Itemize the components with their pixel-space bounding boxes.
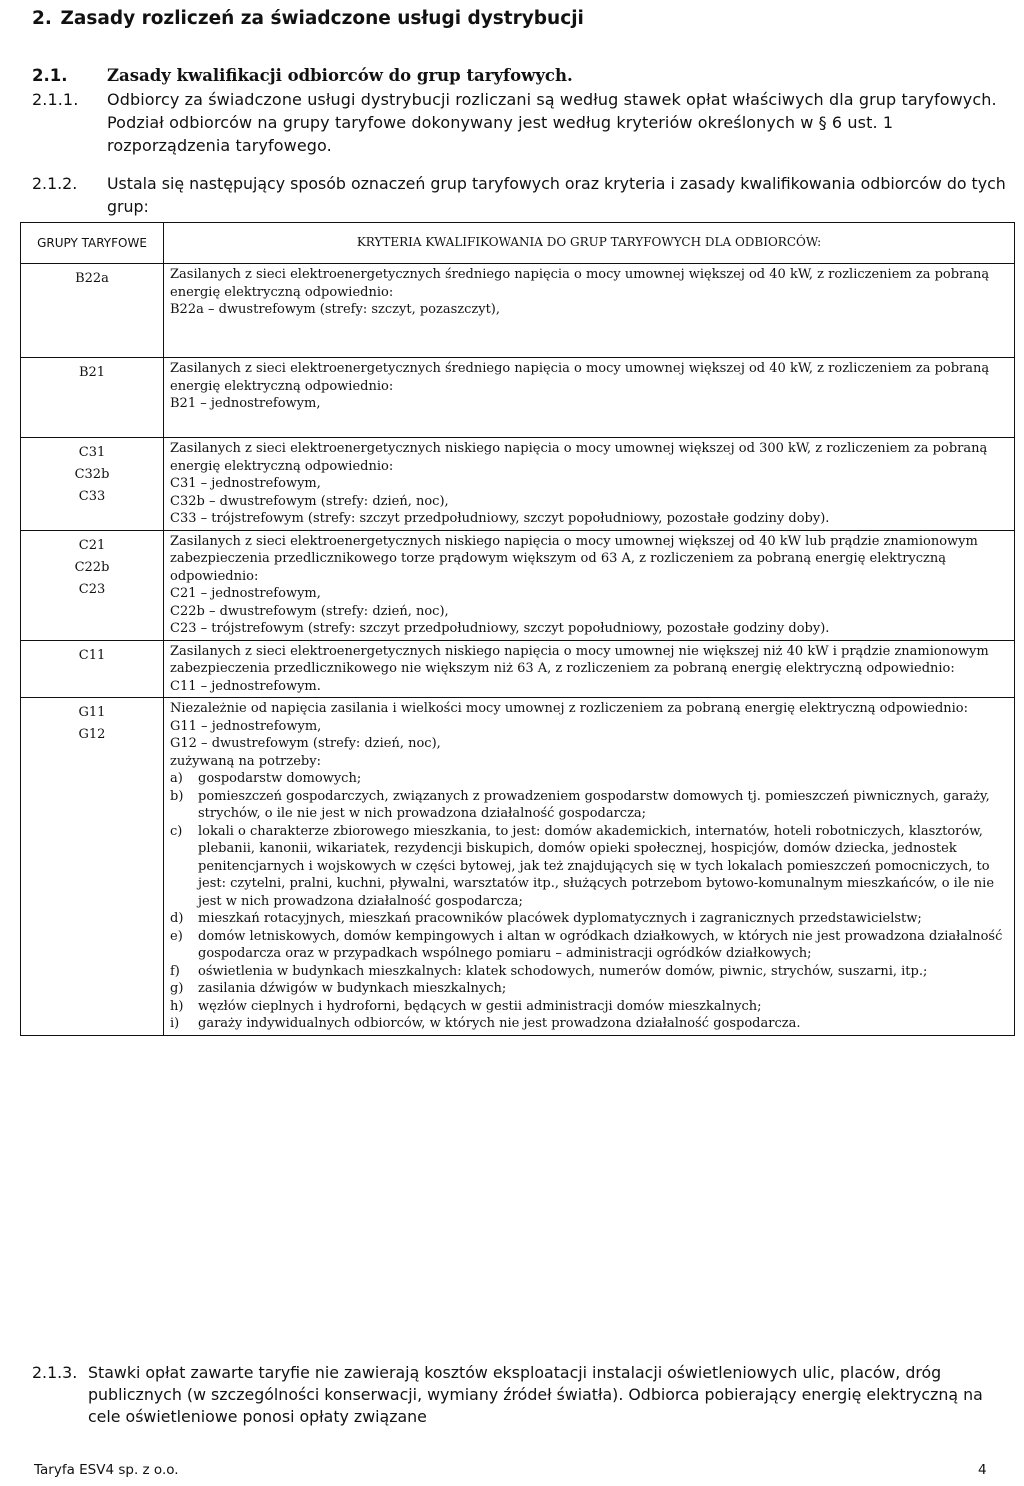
tariff-groups-table <box>20 222 1015 1036</box>
paragraph-text: Odbiorcy za świadczone usługi dystrybucji rozliczani są według stawek opłat właściwych dla grup taryfowych. Podział odbiorców na grupy taryfowe dokonywany jest według kryteriów określonych w § 6 ust. 1 rozporządzenia taryfowego. <box>107 90 997 155</box>
list-item: e) domów letniskowych, domów kempingowych i altan w ogródkach działkowych, w których nie jest prowadzona działalność gospodarcza oraz w przypadkach wspólnego pomiaru – administracji ogródków działkowych; <box>170 928 1003 961</box>
paragraph-number: 2.1.1. <box>32 90 79 109</box>
group-codes: B21 <box>21 358 164 438</box>
list-item: i) garaży indywidualnych odbiorców, w których nie jest prowadzona działalność gospodarcza. <box>170 1016 801 1031</box>
table-row <box>21 640 1015 698</box>
paragraph-2-1-1 <box>32 88 1017 157</box>
table-row <box>21 264 1015 358</box>
page-number: 4 <box>978 1462 987 1478</box>
table-row <box>21 530 1015 640</box>
table-row <box>21 358 1015 438</box>
paragraph-text: Stawki opłat zawarte taryfie nie zawierają kosztów eksploatacji instalacji oświetleniowych ulic, placów, dróg publicznych (w szczególności konserwacji, wymiany źródeł światła). Odbiorca pobierający energię elektryczną na cele oświetleniowe ponosi opłaty związane <box>88 1363 983 1426</box>
criteria-cell: Zasilanych z sieci elektroenergetycznych niskiego napięcia o mocy umownej większej od 40 kW lub prądzie znamionowym zabezpieczenia przedlicznikowego torze prądowym większym od 63 A, z rozliczeniem za pobraną energię elektryczną odpowiednio: C21 – jednostrefowym, C22b – dwustrefowym (strefy: dzień, noc), C23 – trójstrefowym (strefy: szczyt przedpołudniowy, szczyt popołudniowy, pozostałe godziny doby). <box>164 530 1015 640</box>
group-codes: B22a <box>21 264 164 358</box>
subsection-2-1 <box>32 64 573 87</box>
group-codes: C31 C32b C33 <box>21 438 164 531</box>
criteria-cell: Zasilanych z sieci elektroenergetycznych niskiego napięcia o mocy umownej nie większej niż 40 kW i prądzie znamionowym zabezpieczenia przedlicznikowego nie większym niż 63 A, z rozliczeniem za pobraną energię elektryczną odpowiednio: C11 – jednostrefowym. <box>164 640 1015 698</box>
table-header-row <box>21 223 1015 264</box>
criteria-cell: Zasilanych z sieci elektroenergetycznych średniego napięcia o mocy umownej większej od 40 kW, z rozliczeniem za pobraną energię elektryczną odpowiednio: B22a – dwustrefowym (strefy: szczyt, pozaszczyt), <box>164 264 1015 358</box>
table-row <box>21 438 1015 531</box>
subsection-number: 2.1. <box>32 66 68 85</box>
criteria-cell: Zasilanych z sieci elektroenergetycznych średniego napięcia o mocy umownej większej od 40 kW, z rozliczeniem za pobraną energię elektryczną odpowiednio: B21 – jednostrefowym, <box>164 358 1015 438</box>
footer-company: Taryfa ESV4 sp. z o.o. <box>34 1462 179 1478</box>
section-number: 2. <box>32 8 52 29</box>
criteria-cell: Niezależnie od napięcia zasilania i wielkości mocy umownej z rozliczeniem za pobraną energię elektryczną odpowiednio: G11 – jednostrefowym, G12 – dwustrefowym (strefy: dzień, noc), zużywaną na potrzeby: a) gospodarstw domowych; b) pomieszczeń gospodarczych, związanych z prowadzeniem gospodarstw domowych tj. pomieszczeń piwnicznych, garaży, strychów, o ile nie jest w nich prowadzona działalność gospodarcza; c) lokali o charakterze zbiorowego mieszkania, to jest: domów akademickich, internatów, hoteli robotniczych, klasztorów, plebanii, kanonii, wikariatek, rezydencji biskupich, domów opieki społecznej, hospicjów, domów dziecka, jednostek penitencjarnych i wojskowych w części bytowej, jak też znajdujących się w tych lokalach pomieszczeń pomocniczych, to jest: czytelni, pralni, kuchni, pływalni, warsztatów itp., służących potrzebom bytowo-komunalnym mieszkańców, o ile nie jest w nich prowadzona działalność gospodarcza; d) mieszkań rotacyjnych, mieszkań pracowników placówek dyplomatycznych i zagranicznych przedstawicielstw; e) domów letniskowych, domów kempingowych i altan w ogródkach działkowych, w których nie jest prowadzona działalność gospodarcza oraz w przypadkach wspólnego pomiaru – administracji ogródków działkowych; f) oświetlenia w budynkach mieszkalnych: klatek schodowych, numerów domów, piwnic, strychów, suszarni, itp.; g) zasilania dźwigów w budynkach mieszkalnych; h) węzłów cieplnych i hydroforni, będących w gestii administracji domów mieszkalnych; i) garaży indywidualnych odbiorców, w których nie jest prowadzona działalność gospodarcza. <box>164 698 1015 1036</box>
group-codes: C21 C22b C23 <box>21 530 164 640</box>
list-item: b) pomieszczeń gospodarczych, związanych z prowadzeniem gospodarstw domowych tj. pomieszczeń piwnicznych, garaży, strychów, o ile nie jest w nich prowadzona działalność gospodarcza; <box>170 788 990 821</box>
group-codes: C11 <box>21 640 164 698</box>
paragraph-2-1-2 <box>32 172 1017 218</box>
list-item: g) zasilania dźwigów w budynkach mieszkalnych; <box>170 981 507 996</box>
criteria-cell: Zasilanych z sieci elektroenergetycznych niskiego napięcia o mocy umownej większej od 300 kW, z rozliczeniem za pobraną energię elektryczną odpowiednio: C31 – jednostrefowym, C32b – dwustrefowym (strefy: dzień, noc), C33 – trójstrefowym (strefy: szczyt przedpołudniowy, szczyt popołudniowy, pozostałe godziny doby). <box>164 438 1015 531</box>
section-title: Zasady rozliczeń za świadczone usługi dystrybucji <box>60 8 584 29</box>
list-item: c) lokali o charakterze zbiorowego mieszkania, to jest: domów akademickich, internatów, hoteli robotniczych, klasztorów, plebanii, kanonii, wikariatek, rezydencji biskupich, domów opieki społecznej, hospicjów, domów dziecka, jednostek penitencjarnych i wojskowych w części bytowej, jak też znajdujących się w tych lokalach pomieszczeń pomocniczych, to jest: czytelni, pralni, kuchni, pływalni, warsztatów itp., służących potrzebom bytowo-komunalnym mieszkańców, o ile nie jest w nich prowadzona działalność gospodarcza; <box>170 823 995 909</box>
paragraph-2-1-3 <box>32 1362 1002 1428</box>
table-row <box>21 698 1015 1036</box>
list-item: d) mieszkań rotacyjnych, mieszkań pracowników placówek dyplomatycznych i zagranicznych przedstawicielstw; <box>170 911 922 926</box>
header-criteria: KRYTERIA KWALIFIKOWANIA DO GRUP TARYFOWYCH DLA ODBIORCÓW: <box>164 223 1015 264</box>
header-groups: GRUPY TARYFOWE <box>21 223 164 264</box>
group-codes: G11 G12 <box>21 698 164 1036</box>
paragraph-number: 2.1.2. <box>32 174 78 193</box>
list-item: a) gospodarstw domowych; <box>170 771 362 786</box>
paragraph-number: 2.1.3. <box>32 1363 78 1382</box>
list-item: f) oświetlenia w budynkach mieszkalnych: klatek schodowych, numerów domów, piwnic, strychów, suszarni, itp.; <box>170 963 928 979</box>
list-item: h) węzłów cieplnych i hydroforni, będących w gestii administracji domów mieszkalnych; <box>170 998 762 1014</box>
paragraph-text: Ustala się następujący sposób oznaczeń grup taryfowych oraz kryteria i zasady kwalifikowania odbiorców do tych grup: <box>107 174 1006 216</box>
subsection-title: Zasady kwalifikacji odbiorców do grup taryfowych. <box>107 66 573 85</box>
section-heading <box>32 8 584 29</box>
